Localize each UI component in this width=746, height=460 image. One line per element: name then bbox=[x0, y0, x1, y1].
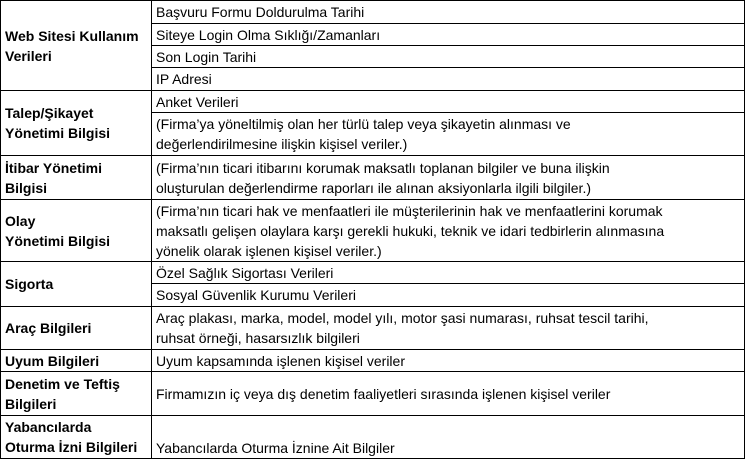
category-label-line: Verileri bbox=[5, 47, 52, 64]
table-row bbox=[1, 91, 745, 113]
table-row bbox=[1, 307, 745, 350]
value-text-line: değerlendirilmesine ilişkin kişisel veriler.) bbox=[156, 136, 408, 152]
category-label-line: Oturma İzni Bilgileri bbox=[5, 439, 138, 455]
category-label-line: Bilgisi bbox=[5, 179, 48, 196]
value-text-line: maksatlı gelişen olaylara karşı gerekli hukuki, teknik ve idari tedbirlerin alınmasına bbox=[156, 222, 665, 239]
value-text: Son Login Tarihi bbox=[156, 48, 257, 65]
value-text: Yabancılarda Oturma İznine Ait Bilgiler bbox=[156, 440, 395, 456]
category-cell-audit bbox=[1, 372, 152, 416]
value-text-line: oluşturulan değerlendirme raporları ile alınan aksiyonlarla ilgili bilgiler.) bbox=[156, 179, 591, 196]
value-text-line: (Firma’nın ticari itibarını korumak maksatlı toplanan bilgiler ve buna ilişkin bbox=[156, 159, 610, 176]
value-cell bbox=[152, 24, 745, 46]
table-row bbox=[1, 200, 745, 262]
value-text: Anket Verileri bbox=[156, 93, 239, 110]
value-cell bbox=[152, 91, 745, 113]
category-label-line: Web Sitesi Kullanım bbox=[5, 27, 139, 44]
value-text: Firmamızın iç veya dış denetim faaliyetleri sırasında işlenen kişisel veriler bbox=[156, 385, 611, 402]
value-text-line: ruhsat örneği, hasarsızlık bilgileri bbox=[156, 330, 360, 346]
value-text-line: Araç plakası, marka, model, model yılı, motor şasi numarası, ruhsat tescil tarihi, bbox=[156, 310, 649, 326]
table-row bbox=[1, 372, 745, 416]
category-cell-residence-permit bbox=[1, 416, 152, 459]
value-cell bbox=[152, 284, 745, 307]
category-label-line: Denetim ve Teftiş bbox=[5, 375, 120, 392]
value-cell bbox=[152, 46, 745, 68]
value-cell bbox=[152, 372, 745, 416]
category-label-line: Yabancılarda bbox=[5, 419, 92, 435]
category-cell-complaint bbox=[1, 91, 152, 156]
category-label-line: Olay bbox=[5, 212, 36, 229]
value-cell bbox=[152, 68, 745, 91]
value-text-line: (Firma’ya yöneltilmiş olan her türlü talep veya şikayetin alınması ve bbox=[156, 116, 571, 132]
value-cell bbox=[152, 350, 745, 372]
category-cell-reputation bbox=[1, 156, 152, 200]
value-text: Siteye Login Olma Sıklığı/Zamanları bbox=[156, 26, 381, 43]
table-body bbox=[1, 1, 745, 459]
value-cell bbox=[152, 113, 745, 156]
table-row bbox=[1, 262, 745, 284]
category-cell-incident bbox=[1, 200, 152, 262]
value-cell bbox=[152, 307, 745, 350]
value-text: Sosyal Güvenlik Kurumu Verileri bbox=[156, 287, 356, 303]
category-label-line: Bilgileri bbox=[5, 395, 57, 412]
category-label-line: Talep/Şikayet bbox=[5, 105, 94, 121]
category-label-line: Sigorta bbox=[5, 276, 54, 292]
value-text-line: (Firma’nın ticari hak ve menfaatleri ile müşterilerinin hak ve menfaatlerini korumak bbox=[156, 202, 663, 219]
table-row bbox=[1, 1, 745, 24]
value-text: IP Adresi bbox=[156, 71, 212, 87]
category-label-line: İtibar Yönetimi bbox=[5, 159, 102, 176]
value-cell bbox=[152, 1, 745, 24]
category-label-line: Uyum Bilgileri bbox=[5, 352, 100, 369]
value-text: Başvuru Formu Doldurulma Tarihi bbox=[156, 4, 365, 20]
value-cell bbox=[152, 156, 745, 200]
category-cell-insurance bbox=[1, 262, 152, 307]
category-label-line: Yönetimi Bilgisi bbox=[5, 232, 111, 249]
category-cell-vehicle bbox=[1, 307, 152, 350]
category-label-line: Araç Bilgileri bbox=[5, 320, 92, 336]
value-cell bbox=[152, 416, 745, 459]
table-row bbox=[1, 156, 745, 200]
value-text: Özel Sağlık Sigortası Verileri bbox=[156, 264, 334, 281]
value-cell bbox=[152, 262, 745, 284]
table-row bbox=[1, 350, 745, 372]
category-label-line: Yönetimi Bilgisi bbox=[5, 125, 111, 141]
category-cell-web-usage bbox=[1, 1, 152, 91]
value-text-line: yönelik olarak işlenen kişisel veriler.) bbox=[156, 242, 382, 259]
category-cell-compliance bbox=[1, 350, 152, 372]
value-cell bbox=[152, 200, 745, 262]
value-text: Uyum kapsamında işlenen kişisel veriler bbox=[156, 352, 405, 369]
table-row bbox=[1, 416, 745, 459]
